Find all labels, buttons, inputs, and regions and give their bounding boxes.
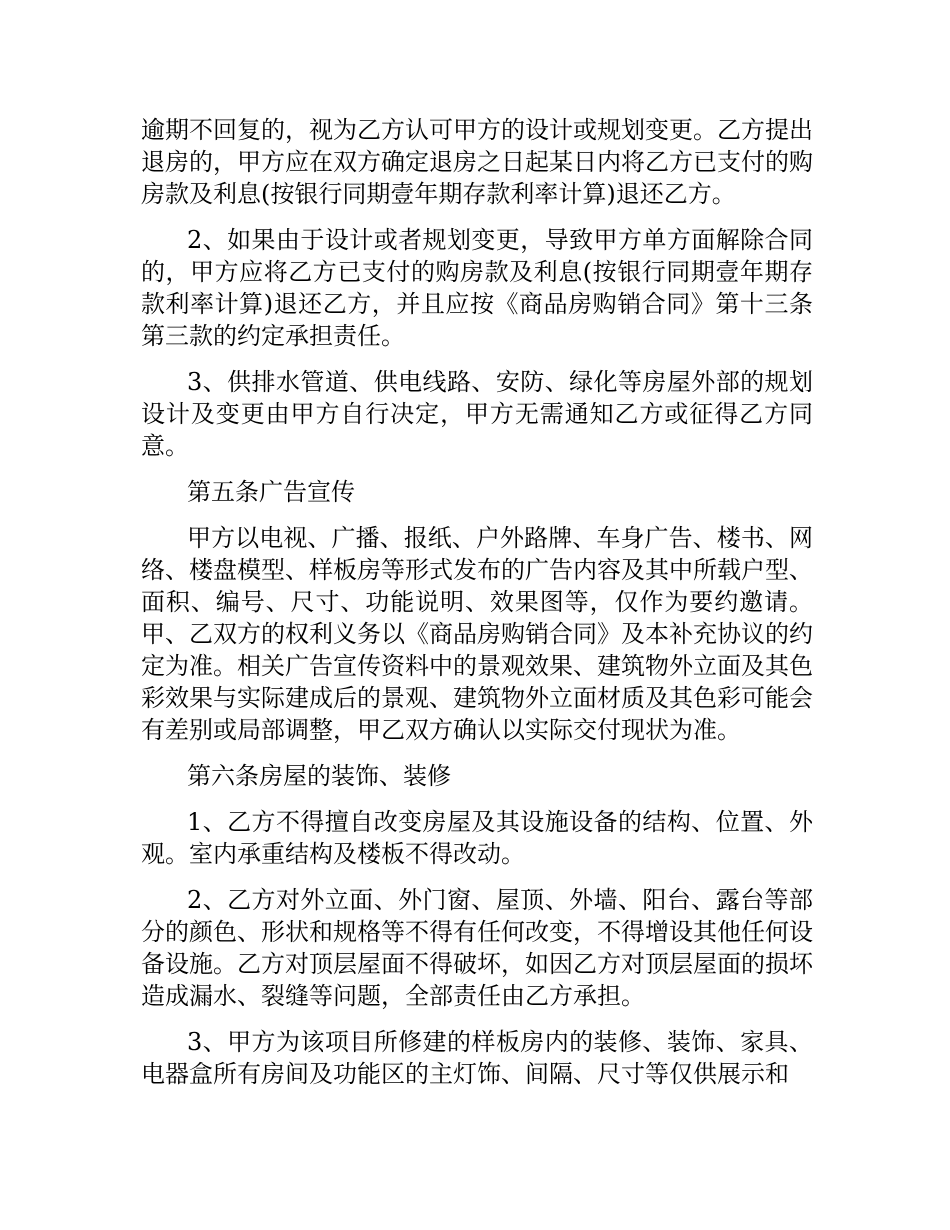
paragraph-advertising: 甲方以电视、广播、报纸、户外路牌、车身广告、楼书、网络、楼盘模型、样板房等形式发布的广告内容及其中所载户型、面积、编号、尺寸、功能说明、效果图等，仅作为要约邀请。甲、乙双方的权利义务以《商品房购销合同》及本补充协议的约定为准。相关广告宣传资料中的景观效果、建筑物外立面及其色彩效果与实际建成后的景观、建筑物外立面材质及其色彩可能会有差别或局部调整，甲乙双方确认以实际交付现状为准。 <box>141 524 813 744</box>
paragraph-decoration-clause-2: 2、乙方对外立面、外门窗、屋顶、外墙、阳台、露台等部分的颜色、形状和规格等不得有任何改变，不得增设其他任何设备设施。乙方对顶层屋面不得破坏，如因乙方对顶层屋面的损坏造成漏水、裂缝等问题，全部责任由乙方承担。 <box>141 886 813 1010</box>
paragraph-clause-2-contract-termination: 2、如果由于设计或者规划变更，导致甲方单方面解除合同的，甲方应将乙方已支付的购房款及利息(按银行同期壹年期存款利率计算)退还乙方，并且应按《商品房购销合同》第十三条第三款的约定承担责任。 <box>141 226 813 350</box>
heading-article-6: 第六条房屋的装饰、装修 <box>187 762 451 790</box>
paragraph-clause-3-external-planning: 3、供排水管道、供电线路、安防、绿化等房屋外部的规划设计及变更由甲方自行决定，甲方无需通知乙方或征得乙方同意。 <box>141 368 813 460</box>
paragraph-decoration-clause-1: 1、乙方不得擅自改变房屋及其设施设备的结构、位置、外观。室内承重结构及楼板不得改动。 <box>141 808 813 868</box>
paragraph-design-change-continuation: 逾期不回复的，视为乙方认可甲方的设计或规划变更。乙方提出退房的，甲方应在双方确定退房之日起某日内将乙方已支付的购房款及利息(按银行同期壹年期存款利率计算)退还乙方。 <box>141 116 813 208</box>
paragraph-decoration-clause-3: 3、甲方为该项目所修建的样板房内的装修、装饰、家具、电器盒所有房间及功能区的主灯饰、间隔、尺寸等仅供展示和 <box>141 1028 813 1088</box>
document-page <box>141 114 813 1104</box>
heading-article-5: 第五条广告宣传 <box>187 478 355 506</box>
